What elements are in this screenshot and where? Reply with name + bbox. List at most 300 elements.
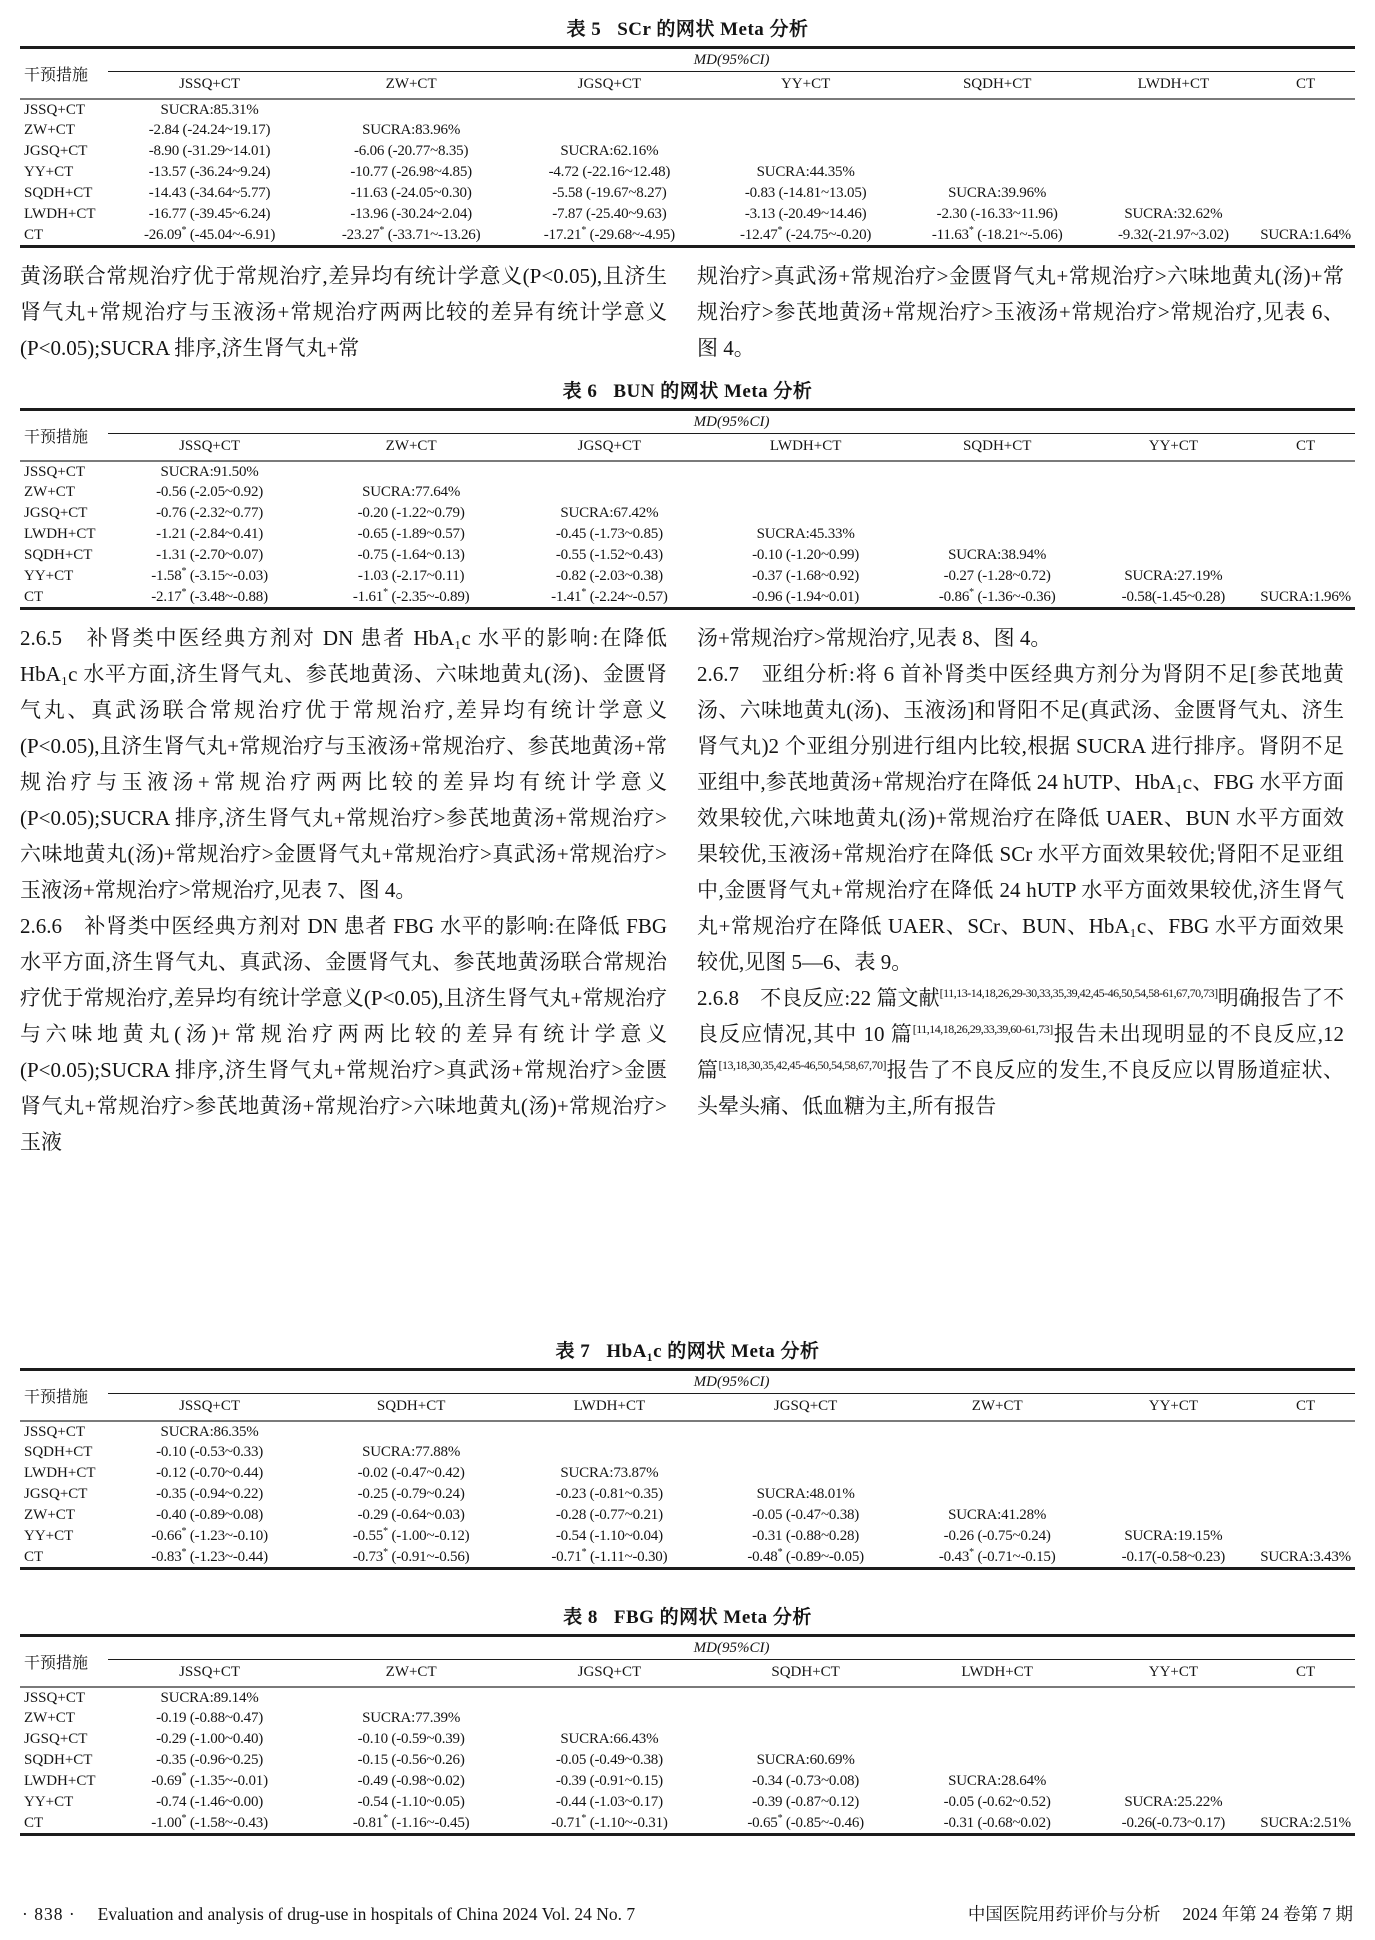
table-row <box>20 461 1355 482</box>
significance-asterisk: * <box>383 1547 388 1558</box>
cell: -2.30 (-16.33~11.96) <box>936 206 1058 222</box>
cell: -0.83 (-14.81~13.05) <box>744 185 867 201</box>
cell <box>904 162 1091 183</box>
table-row <box>20 1442 1355 1463</box>
cell <box>1256 1484 1355 1505</box>
row-label: SQDH+CT <box>24 1752 93 1768</box>
cell: -0.31 (-0.88~0.28) <box>752 1528 860 1544</box>
cell <box>1091 1442 1257 1463</box>
cell: SUCRA:73.87% <box>560 1465 659 1481</box>
cell <box>708 99 904 120</box>
cell: SUCRA:77.88% <box>362 1444 461 1460</box>
significance-asterisk: * <box>181 1526 187 1537</box>
cell: -13.57 (-36.24~9.24) <box>148 164 271 180</box>
cell <box>1091 1729 1257 1750</box>
column-header: JGSQ+CT <box>511 72 707 100</box>
cell: -0.39 (-0.87~0.12) <box>752 1794 860 1810</box>
significance-asterisk: * <box>581 587 587 598</box>
paragraph: 规治疗>真武汤+常规治疗>金匮肾气丸+常规治疗>六味地黄丸(汤)+常规治疗>参芪地黄汤+常规治疗>玉液汤+常规治疗>常规治疗,见表 6、图 4。 <box>697 264 1344 360</box>
table6-title-text: BUN 的网状 Meta 分析 <box>613 381 813 402</box>
table-row <box>20 1421 1355 1442</box>
table8-fbg-network-meta <box>20 1634 1355 1836</box>
paragraph: 汤+常规治疗>常规治疗,见表 8、图 4。 <box>697 626 1052 650</box>
cell <box>1256 1708 1355 1729</box>
column-header: JGSQ+CT <box>708 1394 904 1422</box>
cell: SUCRA:89.14% <box>160 1689 259 1706</box>
cell <box>1256 1421 1355 1442</box>
cell: SUCRA:19.15% <box>1124 1528 1223 1544</box>
cell: SUCRA:28.64% <box>948 1773 1047 1789</box>
table5-scr-network-meta <box>20 46 1355 248</box>
text-column-b-left <box>20 620 667 1316</box>
cell: SUCRA:1.64% <box>1260 226 1351 243</box>
cell: -0.86* (-1.36~-0.36) <box>938 587 1056 605</box>
cell: -0.55* (-1.00~-0.12) <box>352 1526 470 1544</box>
cell: SUCRA:91.50% <box>160 463 259 480</box>
cell: -0.65* (-0.85~-0.46) <box>747 1813 864 1831</box>
text-column-a-left <box>20 258 667 366</box>
cell: -0.49 (-0.98~0.02) <box>357 1773 465 1789</box>
cell: -0.81* (-1.16~-0.45) <box>352 1813 470 1831</box>
cell: -0.26(-0.73~0.17) <box>1121 1814 1226 1831</box>
table-row <box>20 503 1355 524</box>
cell <box>708 1463 904 1484</box>
table-row <box>20 587 1355 609</box>
table8-title <box>20 1602 1355 1629</box>
cell: SUCRA:45.33% <box>756 526 855 542</box>
cell <box>1256 1771 1355 1792</box>
cell: -11.63* (-18.21~-5.06) <box>931 225 1063 243</box>
cell: -0.05 (-0.49~0.38) <box>555 1752 663 1768</box>
paragraph: 2.6.5 补肾类中医经典方剂对 DN 患者 HbA₁c 水平的影响:在降低 HbA₁c 水平方面,济生肾气丸、参芪地黄汤、六味地黄丸(汤)、金匮肾气丸、真武汤联合常规治疗优于常规治疗,差异均有统计学意义(P<0.05),且济生肾气丸+常规治疗与玉液汤+常规治疗、参芪地黄汤+常规治疗与玉液汤+常规治疗两两比较的差异均有统计学意义(P<0.05);SUCRA 排序,济生肾气丸+常规治疗>参芪地黄汤+常规治疗>六味地黄丸(汤)+常规治疗>金匮肾气丸+常规治疗>真武汤+常规治疗>玉液汤+常规治疗>常规治疗,见表 7、图 4。 <box>20 626 667 902</box>
cell: -0.39 (-0.91~0.15) <box>555 1773 663 1789</box>
text-column-b-right <box>697 620 1344 1316</box>
table-row <box>20 1463 1355 1484</box>
text-section-b <box>20 620 1355 1316</box>
cell: -0.96 (-1.94~0.01) <box>752 588 860 605</box>
table6-section <box>20 370 1355 610</box>
row-label: LWDH+CT <box>24 1465 96 1481</box>
cell <box>1256 183 1355 204</box>
cell: -0.02 (-0.47~0.42) <box>357 1465 465 1481</box>
cell <box>708 1729 904 1750</box>
cell <box>904 1708 1091 1729</box>
row-label: JSSQ+CT <box>24 1423 85 1440</box>
corner-header-intervention: 干预措施 <box>20 1370 108 1422</box>
table-row <box>20 204 1355 225</box>
cell <box>311 1421 511 1442</box>
table-row <box>20 120 1355 141</box>
cell: -0.43* (-0.71~-0.15) <box>938 1547 1056 1565</box>
footer-right <box>968 1901 1353 1926</box>
column-header: ZW+CT <box>904 1394 1091 1422</box>
row-label: JSSQ+CT <box>24 1689 85 1706</box>
cell: -0.83* (-1.23~-0.44) <box>151 1547 268 1565</box>
cell <box>1256 204 1355 225</box>
cell: -6.06 (-20.77~8.35) <box>353 143 469 159</box>
cell <box>1256 1442 1355 1463</box>
cell <box>1091 1484 1257 1505</box>
cell <box>904 1687 1091 1708</box>
cell <box>1256 461 1355 482</box>
significance-asterisk: * <box>777 1547 783 1558</box>
cell: SUCRA:25.22% <box>1124 1794 1223 1810</box>
cell <box>1256 1687 1355 1708</box>
row-label: CT <box>24 226 44 243</box>
cell <box>1256 120 1355 141</box>
cell: -0.28 (-0.77~0.21) <box>555 1507 663 1523</box>
table7-title <box>20 1336 1355 1363</box>
significance-asterisk: * <box>581 1547 587 1558</box>
table6-title <box>20 376 1355 403</box>
table5-section <box>20 8 1355 248</box>
journal-name-en: Evaluation and analysis of drug-use in hospitals of China 2024 Vol. 24 No. 7 <box>97 1904 636 1924</box>
cell: SUCRA:39.96% <box>948 185 1047 201</box>
cell <box>1256 503 1355 524</box>
cell: -0.54 (-1.10~0.04) <box>555 1528 663 1544</box>
cell: -0.23 (-0.81~0.35) <box>555 1486 663 1502</box>
row-label: YY+CT <box>24 1794 74 1810</box>
column-header: CT <box>1256 72 1355 100</box>
cell <box>904 141 1091 162</box>
text-column-a-right <box>697 258 1344 366</box>
cell: -0.37 (-1.68~0.92) <box>752 568 860 584</box>
row-label: ZW+CT <box>24 1507 75 1523</box>
table8-label: 表 8 <box>563 1607 598 1628</box>
table5-title-text: SCr 的网状 Meta 分析 <box>617 19 809 40</box>
column-header: JGSQ+CT <box>511 1660 707 1688</box>
cell: -0.10 (-0.53~0.33) <box>156 1444 264 1460</box>
reference-superscript: [11,13-14,18,26,29-30,33,35,39,42,45-46,50,54,58-61,67,70,73] <box>939 986 1218 1000</box>
cell: -0.82 (-2.03~0.38) <box>555 568 663 584</box>
cell: -23.27* (-33.71~-13.26) <box>341 225 481 243</box>
cell: -0.19 (-0.88~0.47) <box>156 1710 264 1726</box>
row-label: CT <box>24 1814 44 1831</box>
cell: -0.17(-0.58~0.23) <box>1121 1548 1226 1565</box>
column-header: ZW+CT <box>311 1660 511 1688</box>
cell <box>1091 545 1257 566</box>
cell: -0.10 (-0.59~0.39) <box>357 1731 465 1747</box>
cell <box>311 461 511 482</box>
cell <box>511 99 707 120</box>
text-section-a <box>20 258 1355 366</box>
spanner-md-95ci: MD(95%CI) <box>108 1636 1355 1660</box>
significance-asterisk: * <box>777 1813 783 1824</box>
cell: -14.43 (-34.64~5.77) <box>148 185 271 201</box>
row-label: YY+CT <box>24 568 74 584</box>
significance-asterisk: * <box>581 225 587 236</box>
reference-superscript: [13,18,30,35,42,45-46,50,54,58,67,70] <box>718 1058 887 1072</box>
cell <box>1256 99 1355 120</box>
column-header: JSSQ+CT <box>108 72 311 100</box>
cell <box>708 461 904 482</box>
row-label: ZW+CT <box>24 1710 75 1726</box>
cell: -1.00* (-1.58~-0.43) <box>151 1813 268 1831</box>
cell <box>1256 482 1355 503</box>
significance-asterisk: * <box>181 587 187 598</box>
cell: -0.75 (-1.64~0.13) <box>357 547 465 563</box>
row-label: JGSQ+CT <box>24 505 88 521</box>
cell <box>904 482 1091 503</box>
row-label: JGSQ+CT <box>24 1486 88 1502</box>
cell <box>904 1442 1091 1463</box>
cell <box>511 120 707 141</box>
column-header: LWDH+CT <box>708 434 904 462</box>
cell <box>511 482 707 503</box>
cell: -0.27 (-1.28~0.72) <box>943 568 1051 584</box>
page-number: · 838 · <box>22 1904 76 1924</box>
table-row <box>20 1547 1355 1569</box>
table-row <box>20 1792 1355 1813</box>
cell: -11.63 (-24.05~0.30) <box>350 185 472 201</box>
row-label: LWDH+CT <box>24 526 96 542</box>
cell: -0.45 (-1.73~0.85) <box>555 526 663 542</box>
cell: -0.15 (-0.56~0.26) <box>357 1752 465 1768</box>
row-label: JSSQ+CT <box>24 463 85 480</box>
journal-name-cn: 中国医院用药评价与分析 <box>967 1904 1161 1924</box>
cell <box>708 1421 904 1442</box>
cell: -0.29 (-0.64~0.03) <box>357 1507 465 1523</box>
column-header: SQDH+CT <box>904 434 1091 462</box>
cell: -0.20 (-1.22~0.79) <box>357 505 465 521</box>
row-label: LWDH+CT <box>24 206 96 222</box>
cell: -2.17* (-3.48~-0.88) <box>151 587 268 605</box>
table6-label: 表 6 <box>562 381 598 402</box>
cell <box>511 1708 707 1729</box>
cell: -0.34 (-0.73~0.08) <box>752 1773 860 1789</box>
cell: SUCRA:86.35% <box>160 1423 259 1440</box>
cell <box>1256 1463 1355 1484</box>
row-label: CT <box>24 588 44 605</box>
cell: -3.13 (-20.49~14.46) <box>744 206 867 222</box>
column-header: CT <box>1256 1660 1355 1688</box>
cell: -0.56 (-2.05~0.92) <box>156 484 264 500</box>
cell <box>904 1729 1091 1750</box>
cell: -0.58(-1.45~0.28) <box>1121 588 1226 605</box>
row-label: ZW+CT <box>24 122 75 138</box>
table7-title-text: HbA₁c 的网状 Meta 分析 <box>606 1341 820 1362</box>
cell: -0.48* (-0.89~-0.05) <box>747 1547 864 1565</box>
cell <box>511 1442 707 1463</box>
cell: -2.84 (-24.24~19.17) <box>148 122 271 138</box>
cell: -1.21 (-2.84~0.41) <box>156 526 264 542</box>
table-row <box>20 1687 1355 1708</box>
table-row <box>20 162 1355 183</box>
cell <box>1091 99 1257 120</box>
significance-asterisk: * <box>581 1813 587 1824</box>
cell: SUCRA:38.94% <box>948 547 1047 563</box>
table5-label: 表 5 <box>566 19 602 40</box>
table-row <box>20 1729 1355 1750</box>
cell <box>904 1484 1091 1505</box>
cell: -16.77 (-39.45~6.24) <box>148 206 271 222</box>
journal-issue-cn: 2024 年第 24 卷第 7 期 <box>1182 1904 1353 1924</box>
cell <box>1091 1750 1257 1771</box>
cell <box>708 1708 904 1729</box>
cell <box>1256 1526 1355 1547</box>
column-header: JSSQ+CT <box>108 434 311 462</box>
table-row <box>20 183 1355 204</box>
footer-left <box>22 1904 635 1925</box>
cell: -1.03 (-2.17~0.11) <box>357 568 465 584</box>
cell: SUCRA:3.43% <box>1260 1548 1351 1565</box>
cell: -4.72 (-22.16~12.48) <box>548 164 671 180</box>
table5-title <box>20 14 1355 41</box>
cell: -0.10 (-1.20~0.99) <box>752 547 860 563</box>
cell: -1.41* (-2.24~-0.57) <box>551 587 668 605</box>
column-header: YY+CT <box>708 72 904 100</box>
cell: -0.73* (-0.91~-0.56) <box>352 1547 470 1565</box>
spanner-md-95ci: MD(95%CI) <box>108 1370 1355 1394</box>
cell <box>1256 524 1355 545</box>
significance-asterisk: * <box>968 225 974 236</box>
page-footer <box>20 1901 1355 1926</box>
cell <box>708 141 904 162</box>
table-row <box>20 1750 1355 1771</box>
cell: -0.29 (-1.00~0.40) <box>156 1731 264 1747</box>
cell <box>1256 566 1355 587</box>
corner-header-intervention: 干预措施 <box>20 1636 108 1688</box>
significance-asterisk: * <box>969 587 974 598</box>
cell: -0.05 (-0.47~0.38) <box>752 1507 860 1523</box>
cell: SUCRA:66.43% <box>560 1731 659 1747</box>
table-row <box>20 482 1355 503</box>
cell <box>1091 1421 1257 1442</box>
cell: -17.21* (-29.68~-4.95) <box>543 225 675 243</box>
cell <box>708 120 904 141</box>
cell: SUCRA:77.39% <box>362 1710 461 1726</box>
cell <box>1091 1463 1257 1484</box>
table-row <box>20 1708 1355 1729</box>
cell: -0.71* (-1.11~-0.30) <box>551 1547 668 1565</box>
column-header: SQDH+CT <box>311 1394 511 1422</box>
cell: -0.12 (-0.70~0.44) <box>156 1465 264 1481</box>
cell: SUCRA:62.16% <box>560 143 659 159</box>
cell: -0.05 (-0.62~0.52) <box>943 1794 1051 1810</box>
spanner-md-95ci: MD(95%CI) <box>108 410 1355 434</box>
row-label: SQDH+CT <box>24 185 93 201</box>
cell <box>708 503 904 524</box>
cell: -0.31 (-0.68~0.02) <box>943 1814 1051 1831</box>
cell <box>708 1442 904 1463</box>
cell: -0.40 (-0.89~0.08) <box>156 1507 264 1523</box>
table8-section <box>20 1596 1355 1836</box>
cell: -13.96 (-30.24~2.04) <box>350 206 472 222</box>
paragraph: 黄汤联合常规治疗优于常规治疗,差异均有统计学意义(P<0.05),且济生肾气丸+常规治疗与玉液汤+常规治疗两两比较的差异有统计学意义(P<0.05);SUCRA 排序,济生肾气丸+常 <box>20 264 667 360</box>
cell: SUCRA:2.51% <box>1260 1814 1351 1831</box>
cell: -0.26 (-0.75~0.24) <box>943 1528 1051 1544</box>
cell <box>708 1687 904 1708</box>
cell: -0.69* (-1.35~-0.01) <box>151 1771 268 1789</box>
cell <box>311 99 511 120</box>
row-label: YY+CT <box>24 164 74 180</box>
column-header: YY+CT <box>1091 1394 1257 1422</box>
cell <box>1091 503 1257 524</box>
row-label: SQDH+CT <box>24 547 93 563</box>
cell <box>511 1421 707 1442</box>
cell: -1.58* (-3.15~-0.03) <box>151 566 268 584</box>
corner-header-intervention: 干预措施 <box>20 410 108 462</box>
cell <box>511 461 707 482</box>
cell: SUCRA:67.42% <box>560 505 659 521</box>
cell: -0.54 (-1.10~0.05) <box>357 1794 465 1810</box>
cell: -0.71* (-1.10~-0.31) <box>551 1813 668 1831</box>
cell <box>904 99 1091 120</box>
cell <box>1091 482 1257 503</box>
cell <box>1256 1729 1355 1750</box>
significance-asterisk: * <box>383 1813 388 1824</box>
table-row <box>20 1526 1355 1547</box>
cell <box>904 120 1091 141</box>
cell <box>1091 162 1257 183</box>
table7-section <box>20 1330 1355 1570</box>
cell: SUCRA:44.35% <box>756 164 855 180</box>
cell: SUCRA:27.19% <box>1124 568 1223 584</box>
table-row <box>20 1505 1355 1526</box>
column-header: JSSQ+CT <box>108 1660 311 1688</box>
table-row <box>20 524 1355 545</box>
paragraph: 2.6.8 不良反应:22 篇文献[11,13-14,18,26,29-30,33,35,39,42,45-46,50,54,58-61,67,70,73]明确报告了不良反应情况,其中 10 篇[11,14,18,26,29,33,39,60-61,73]报告未出现明显的不良反应,12 篇[13,18,30,35,42,45-46,50,54,58,67,70]报告了不良反应的发生,不良反应以胃肠道症状、头晕头痛、低血糖为主,所有报告 <box>697 986 1345 1118</box>
row-label: CT <box>24 1548 44 1565</box>
cell: -1.31 (-2.70~0.07) <box>156 547 264 563</box>
significance-asterisk: * <box>181 1813 187 1824</box>
column-header: SQDH+CT <box>904 72 1091 100</box>
cell <box>904 524 1091 545</box>
cell <box>1256 545 1355 566</box>
cell: -0.25 (-0.79~0.24) <box>357 1486 465 1502</box>
table-row <box>20 141 1355 162</box>
cell <box>904 1750 1091 1771</box>
significance-asterisk: * <box>379 225 385 236</box>
column-header: CT <box>1256 1394 1355 1422</box>
row-label: JSSQ+CT <box>24 101 85 118</box>
cell: -0.74 (-1.46~0.00) <box>156 1794 264 1810</box>
column-header: LWDH+CT <box>511 1394 707 1422</box>
cell: -12.47* (-24.75~-0.20) <box>740 225 872 243</box>
column-header: ZW+CT <box>311 72 511 100</box>
table-row <box>20 225 1355 247</box>
column-header: JSSQ+CT <box>108 1394 311 1422</box>
cell <box>1091 183 1257 204</box>
row-label: JGSQ+CT <box>24 143 88 159</box>
cell <box>904 1421 1091 1442</box>
row-label: YY+CT <box>24 1528 74 1544</box>
cell: -26.09* (-45.04~-6.91) <box>143 225 276 243</box>
cell <box>511 1687 707 1708</box>
cell: SUCRA:48.01% <box>756 1486 855 1502</box>
cell <box>311 1687 511 1708</box>
cell: SUCRA:77.64% <box>362 484 461 500</box>
significance-asterisk: * <box>181 566 187 577</box>
cell <box>1091 1771 1257 1792</box>
reference-superscript: [11,14,18,26,29,33,39,60-61,73] <box>912 1022 1053 1036</box>
table-row <box>20 1484 1355 1505</box>
cell <box>904 461 1091 482</box>
significance-asterisk: * <box>777 225 783 236</box>
cell <box>1091 524 1257 545</box>
cell: -0.35 (-0.96~0.25) <box>156 1752 264 1768</box>
row-label: SQDH+CT <box>24 1444 93 1460</box>
column-header: YY+CT <box>1091 434 1257 462</box>
table6-bun-network-meta <box>20 408 1355 610</box>
column-header: LWDH+CT <box>904 1660 1091 1688</box>
cell: SUCRA:83.96% <box>362 122 461 138</box>
table7-hba1c-network-meta <box>20 1368 1355 1570</box>
cell: SUCRA:1.96% <box>1260 588 1351 605</box>
significance-asterisk: * <box>181 1771 187 1782</box>
cell <box>1091 141 1257 162</box>
cell <box>1091 120 1257 141</box>
